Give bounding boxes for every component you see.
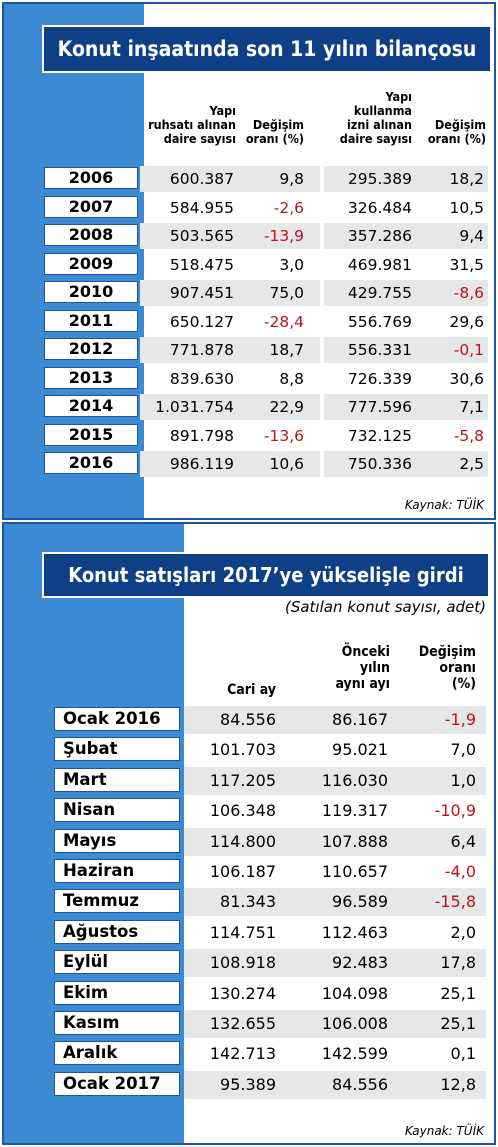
month-cell: Ağustos: [54, 920, 180, 944]
year-cell: 2008: [44, 224, 138, 246]
previous-cell: 110.657: [321, 862, 388, 881]
table-row: [52, 767, 486, 795]
table1-header-change1: Değişim oranı (%): [245, 117, 304, 146]
permits-cell: 907.451: [169, 284, 234, 302]
year-cell: 2014: [44, 395, 138, 417]
change2-cell: -8,6: [453, 284, 484, 302]
year-cell: 2013: [44, 367, 138, 389]
usage-cell: 777.596: [347, 398, 412, 416]
change1-cell: 3,0: [279, 255, 304, 274]
previous-cell: 116.030: [321, 770, 388, 790]
table-row: [52, 949, 486, 977]
month-cell: Mayıs: [54, 829, 180, 853]
change1-cell: -28,4: [263, 312, 304, 331]
change1-cell: 75,0: [269, 284, 304, 302]
table-row: [52, 828, 486, 856]
previous-cell: 119.317: [321, 801, 388, 821]
permits-cell: 771.878: [169, 341, 234, 359]
change-cell: 2,0: [450, 922, 476, 942]
table-row: [42, 280, 488, 306]
previous-cell: 96.589: [332, 892, 388, 912]
change2-cell: 31,5: [449, 255, 484, 274]
table2-header-change: Değişim oranı (%): [418, 644, 476, 692]
previous-cell: 92.483: [332, 953, 388, 973]
change2-cell: 18,2: [449, 170, 484, 188]
change2-cell: 9,4: [459, 227, 484, 245]
table-row: [52, 1040, 486, 1068]
change-cell: 0,1: [450, 1044, 476, 1064]
year-cell: 2015: [44, 424, 138, 446]
current-cell: 84.556: [220, 710, 276, 729]
change-cell: -4,0: [444, 862, 476, 881]
current-cell: 130.274: [209, 983, 276, 1003]
current-cell: 106.187: [209, 862, 276, 881]
permits-cell: 650.127: [169, 312, 234, 331]
previous-cell: 142.599: [321, 1044, 388, 1064]
usage-cell: 556.769: [347, 312, 412, 331]
table-row: [42, 223, 488, 249]
current-cell: 108.918: [209, 953, 276, 973]
change2-cell: -0,1: [453, 341, 484, 359]
month-cell: Ocak 2016: [54, 707, 180, 731]
change-cell: -15,8: [434, 892, 476, 912]
usage-cell: 726.339: [347, 369, 412, 388]
current-cell: 106.348: [209, 801, 276, 821]
table-row: [42, 166, 488, 192]
previous-cell: 107.888: [321, 831, 388, 851]
table-row: [42, 366, 488, 392]
permits-cell: 584.955: [169, 198, 234, 217]
change1-cell: -13,6: [263, 426, 304, 445]
table-row: [52, 797, 486, 825]
previous-cell: 106.008: [321, 1014, 388, 1033]
permits-cell: 518.475: [169, 255, 234, 274]
year-cell: 2011: [44, 310, 138, 332]
change2-cell: 29,6: [449, 312, 484, 331]
change-cell: -1,9: [444, 710, 476, 729]
table2-header-current: Cari ay: [227, 682, 276, 698]
table-row: [52, 1071, 486, 1099]
table2-title: Konut satışları 2017’ye yükselişle girdi: [42, 552, 490, 598]
current-cell: 114.800: [209, 831, 276, 851]
change2-cell: -5,8: [453, 426, 484, 445]
change2-cell: 7,1: [459, 398, 484, 416]
usage-cell: 469.981: [347, 255, 412, 274]
table2-source: Kaynak: TÜİK: [404, 1124, 484, 1138]
change2-cell: 10,5: [449, 198, 484, 217]
table-row: [52, 858, 486, 886]
change-cell: 17,8: [440, 953, 476, 973]
change1-cell: 9,8: [279, 170, 304, 188]
usage-cell: 357.286: [347, 227, 412, 245]
usage-cell: 326.484: [347, 198, 412, 217]
permits-cell: 891.798: [169, 426, 234, 445]
year-cell: 2007: [44, 196, 138, 218]
change1-cell: 18,7: [269, 341, 304, 359]
change-cell: 25,1: [440, 983, 476, 1003]
year-cell: 2016: [44, 452, 138, 474]
table1-header-change2: Değişim oranı (%): [427, 117, 486, 146]
change-cell: -10,9: [434, 801, 476, 821]
permits-cell: 839.630: [169, 369, 234, 388]
table-row: [42, 337, 488, 363]
change1-cell: 22,9: [269, 398, 304, 416]
current-cell: 81.343: [220, 892, 276, 912]
year-cell: 2006: [44, 167, 138, 189]
previous-cell: 84.556: [332, 1074, 388, 1094]
month-cell: Şubat: [54, 737, 180, 761]
change1-cell: -2,6: [273, 198, 304, 217]
permits-cell: 600.387: [169, 170, 234, 188]
change2-cell: 30,6: [449, 369, 484, 388]
table-row: [42, 394, 488, 420]
previous-cell: 104.098: [321, 983, 388, 1003]
change-cell: 6,4: [450, 831, 476, 851]
table-row: [42, 309, 488, 335]
previous-cell: 112.463: [321, 922, 388, 942]
year-cell: 2009: [44, 253, 138, 275]
month-cell: Temmuz: [54, 889, 180, 913]
year-cell: 2012: [44, 338, 138, 360]
change2-cell: 2,5: [459, 455, 484, 473]
permits-cell: 503.565: [169, 227, 234, 245]
month-cell: Ekim: [54, 981, 180, 1005]
table1-header-usage: Yapı kullanma izni alınan daire sayısı: [339, 89, 412, 146]
month-cell: Kasım: [54, 1011, 180, 1035]
usage-cell: 732.125: [347, 426, 412, 445]
year-cell: 2010: [44, 281, 138, 303]
table2-subtitle: (Satılan konut sayısı, adet): [284, 598, 486, 616]
table-row: [52, 706, 486, 734]
table-row: [42, 451, 488, 477]
table2-header-previous: Önceki yılın aynı ayı: [335, 644, 390, 692]
table-row: [52, 919, 486, 947]
previous-cell: 86.167: [332, 710, 388, 729]
usage-cell: 295.389: [347, 170, 412, 188]
change-cell: 25,1: [440, 1014, 476, 1033]
change1-cell: 8,8: [279, 369, 304, 388]
table-row: [42, 195, 488, 221]
current-cell: 117.205: [209, 770, 276, 790]
change1-cell: 10,6: [269, 455, 304, 473]
previous-cell: 95.021: [332, 740, 388, 760]
permits-cell: 986.119: [169, 455, 234, 473]
change-cell: 7,0: [450, 740, 476, 760]
table-row: [42, 252, 488, 278]
month-cell: Haziran: [54, 859, 180, 883]
usage-cell: 556.331: [347, 341, 412, 359]
month-cell: Aralık: [54, 1041, 180, 1065]
usage-cell: 429.755: [347, 284, 412, 302]
change-cell: 1,0: [450, 770, 476, 790]
current-cell: 95.389: [220, 1074, 276, 1094]
month-cell: Nisan: [54, 798, 180, 822]
current-cell: 142.713: [209, 1044, 276, 1064]
month-cell: Mart: [54, 768, 180, 792]
current-cell: 114.751: [209, 922, 276, 942]
change1-cell: -13,9: [263, 227, 304, 245]
table-row: [52, 736, 486, 764]
table1-header-permits: Yapı ruhsatı alınan daire sayısı: [148, 103, 236, 146]
permits-cell: 1.031.754: [155, 398, 234, 416]
month-cell: Eylül: [54, 950, 180, 974]
change-cell: 12,8: [440, 1074, 476, 1094]
usage-cell: 750.336: [347, 455, 412, 473]
current-cell: 132.655: [209, 1014, 276, 1033]
month-cell: Ocak 2017: [54, 1072, 180, 1096]
table-row: [52, 888, 486, 916]
table-row: [52, 980, 486, 1008]
current-cell: 101.703: [209, 740, 276, 760]
table-row: [52, 1010, 486, 1038]
table-row: [42, 423, 488, 449]
table1-title: Konut inşaatında son 11 yılın bilançosu: [42, 25, 492, 73]
table1-source: Kaynak: TÜİK: [404, 498, 484, 512]
